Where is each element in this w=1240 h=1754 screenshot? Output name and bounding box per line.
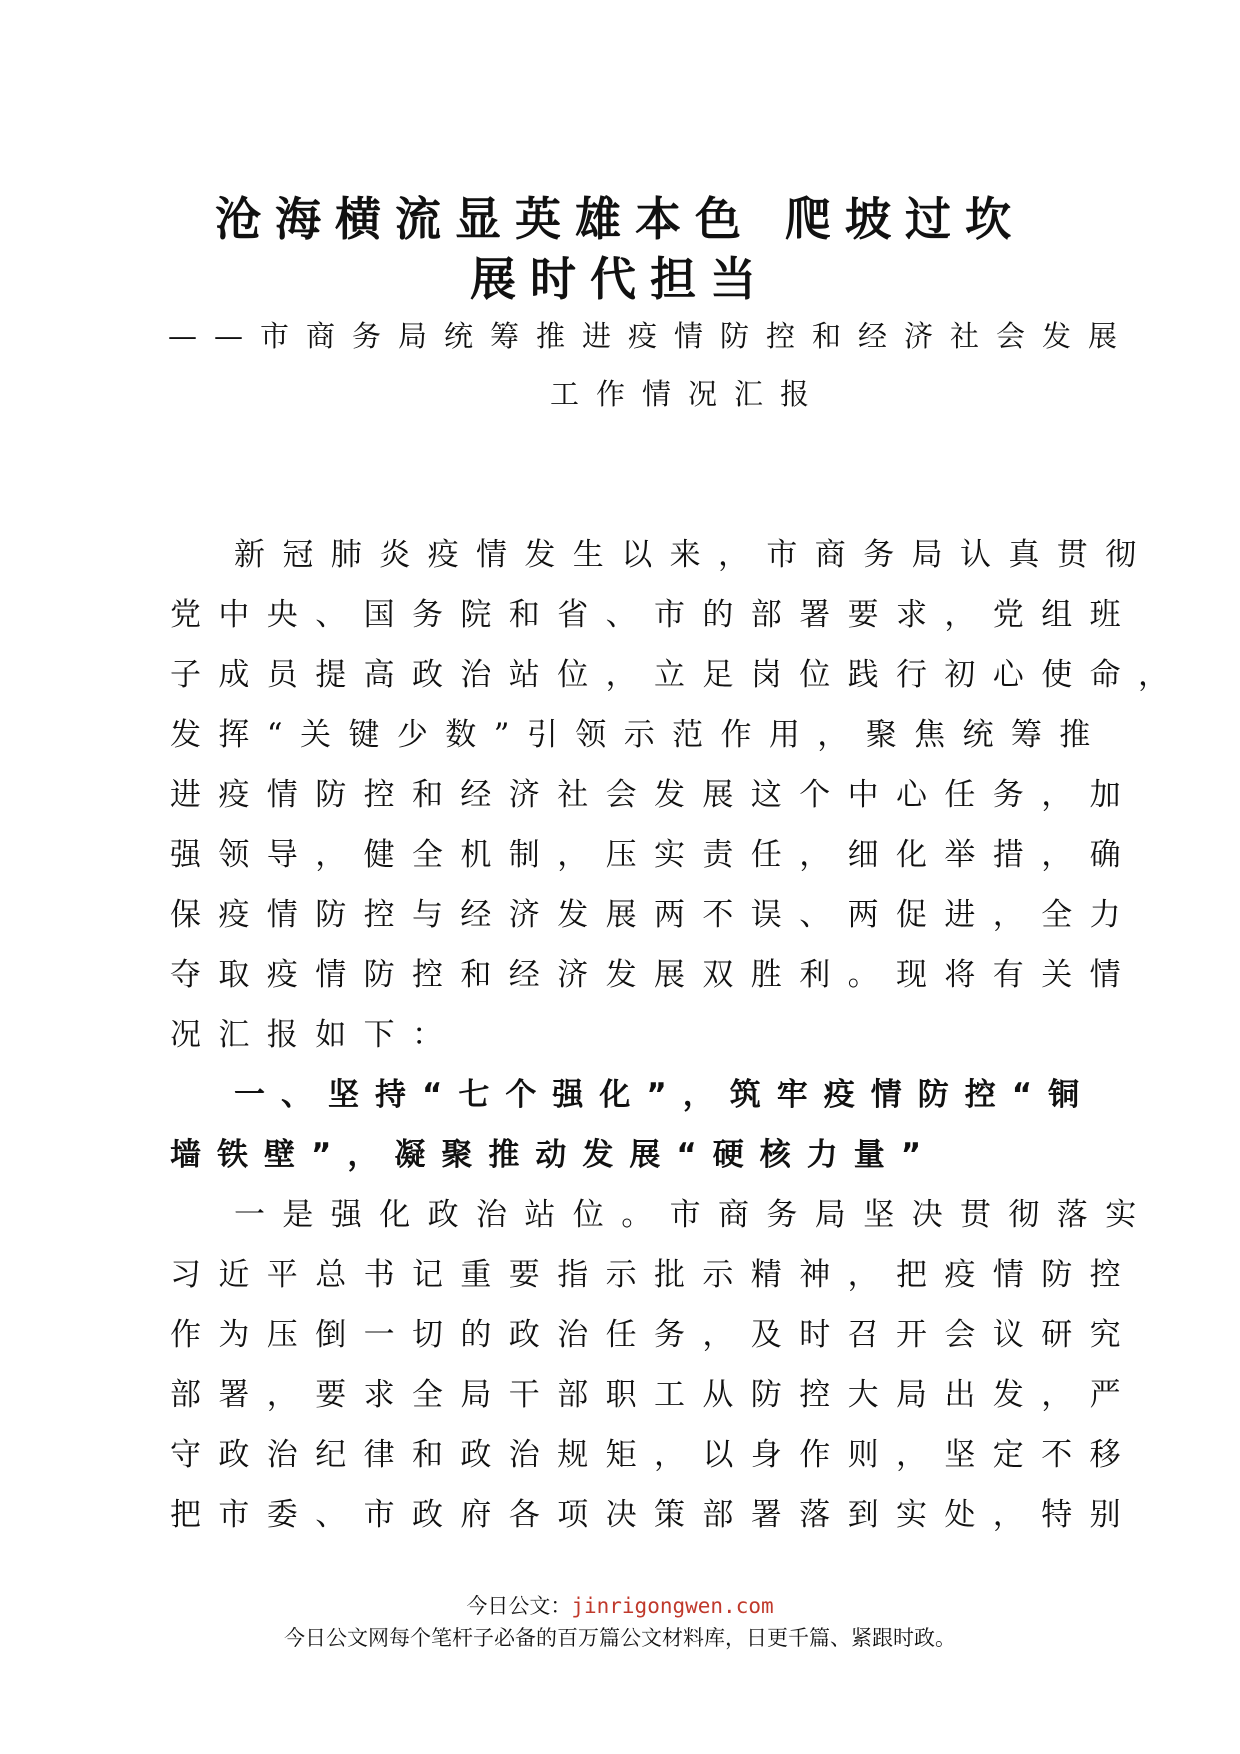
intro-line-9: 况汇报如下： <box>170 1017 461 1053</box>
section-1-line-5: 守政治纪律和政治规矩，以身作则，坚定不移 <box>170 1437 1138 1473</box>
footer-source <box>0 1596 1240 1617</box>
intro-line-8: 夺取疫情防控和经济发展双胜利。现将有关情 <box>170 957 1138 993</box>
section-1-line-6: 把市委、市政府各项决策部署落到实处，特别 <box>170 1497 1138 1533</box>
footer-url-link[interactable]: jinrigongwen.com <box>571 1594 774 1618</box>
section-1-line-2: 习近平总书记重要指示批示精神，把疫情防控 <box>170 1257 1138 1293</box>
intro-line-5: 进疫情防控和经济社会发展这个中心任务，加 <box>170 777 1138 813</box>
intro-line-2: 党中央、国务院和省、市的部署要求，党组班 <box>170 597 1138 633</box>
document-title-line-1: 沧海横流显英雄本色 爬坡过坎 <box>214 192 1025 246</box>
intro-line-4: 发挥“关键少数”引领示范作用，聚焦统筹推 <box>170 717 1108 753</box>
intro-line-7: 保疫情防控与经济发展两不误、两促进，全力 <box>170 897 1138 933</box>
document-subtitle-line-2: 工作情况汇报 <box>550 377 827 411</box>
footer-label: 今日公文： <box>466 1594 572 1618</box>
footer-slogan: 今日公文网每个笔杆子必备的百万篇公文材料库，日更千篇、紧跟时政。 <box>284 1626 956 1650</box>
intro-line-3: 子成员提高政治站位，立足岗位践行初心使命， <box>170 657 1187 693</box>
section-1-heading-line-1: 一、坚持“七个强化”，筑牢疫情防控“铜 <box>234 1077 1096 1113</box>
intro-line-1: 新冠肺炎疫情发生以来，市商务局认真贯彻 <box>234 537 1154 573</box>
section-1-line-3: 作为压倒一切的政治任务，及时召开会议研究 <box>170 1317 1138 1353</box>
section-1-line-4: 部署，要求全局干部职工从防控大局出发，严 <box>170 1377 1138 1413</box>
section-1-heading-line-2: 墙铁壁”，凝聚推动发展“硬核力量” <box>170 1137 938 1173</box>
intro-line-6: 强领导，健全机制，压实责任，细化举措，确 <box>170 837 1138 873</box>
document-subtitle-line-1: ——市商务局统筹推进疫情防控和经济社会发展 <box>168 319 1135 353</box>
document-title-line-2: 展时代担当 <box>470 252 770 306</box>
section-1-line-1: 一是强化政治站位。市商务局坚决贯彻落实 <box>234 1197 1154 1233</box>
